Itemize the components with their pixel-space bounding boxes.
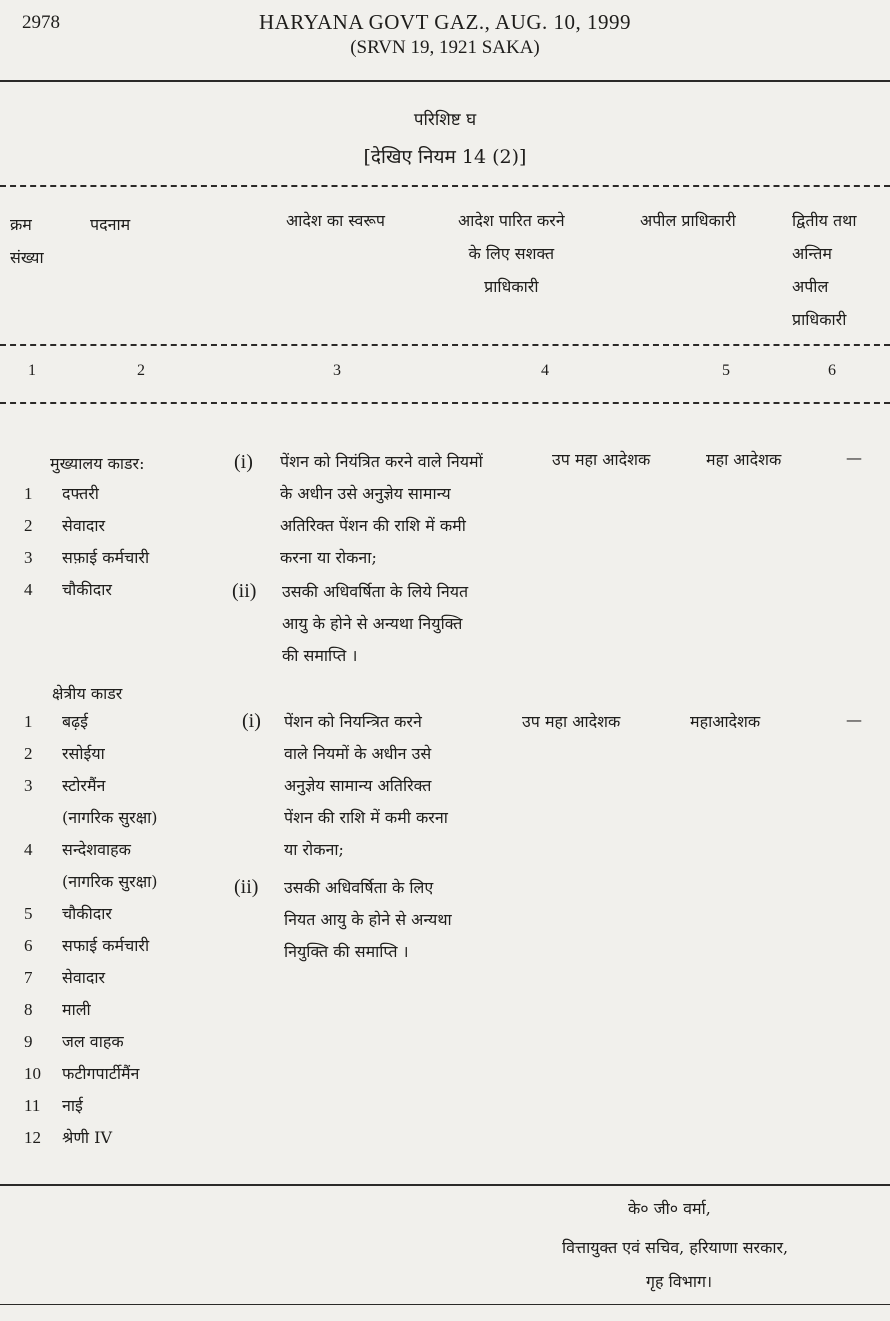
appendix-reference: [देखिए नियम 14 (2)] xyxy=(363,146,527,168)
list-item: 12 श्रेणी IV xyxy=(24,1128,113,1147)
regional-order-i-text: पेंशन को नियन्त्रित करने वाले नियमों के अधीन उसे अनुज्ञेय सामान्य अतिरिक्त पेंशन की राशि में कमी करना या रोकना; xyxy=(284,712,448,859)
list-item: (नागरिक सुरक्षा) xyxy=(62,808,158,827)
list-item: 4 सन्देशवाहक xyxy=(24,840,131,859)
signatory-designation: वित्तायुक्त एवं सचिव, हरियाणा सरकार, xyxy=(562,1238,789,1257)
header-appellate-authority: अपील प्राधिकारी xyxy=(640,211,736,230)
regional-order-i-label: (i) xyxy=(242,710,261,732)
list-item: 11 नाई xyxy=(24,1096,83,1115)
list-item: 9 जल वाहक xyxy=(24,1032,124,1051)
header-competent-authority: आदेश पारित करने के लिए सशक्त प्राधिकारी xyxy=(458,211,565,296)
page-bottom-rule xyxy=(0,1304,890,1305)
header-final-appellate: द्वितीय तथा अन्तिम अपील प्राधिकारी xyxy=(792,211,857,329)
column-number-1: 1 xyxy=(28,362,36,379)
hq-order-ii-text: उसकी अधिवर्षिता के लिये नियत आयु के होने से अन्यथा नियुक्ति की समाप्ति । xyxy=(282,582,469,665)
hq-order-i-label: (i) xyxy=(234,451,253,473)
regional-cadre-post-list xyxy=(24,706,158,1154)
regional-order-ii-label: (ii) xyxy=(234,876,259,898)
header-rule-bottom xyxy=(0,344,890,346)
hq-cadre-heading: मुख्यालय काडर: xyxy=(50,454,145,473)
hq-competent-authority: उप महा आदेशक xyxy=(552,450,651,469)
header-rule-top xyxy=(0,185,890,187)
list-item: 7 सेवादार xyxy=(24,968,106,987)
list-item: 2 सेवादार xyxy=(24,516,106,535)
list-item: 3 सफ़ाई कर्मचारी xyxy=(24,548,150,567)
gazette-date-saka: (SRVN 19, 1921 SAKA) xyxy=(350,37,540,58)
hq-cadre-post-list xyxy=(24,478,149,606)
top-rule xyxy=(0,80,890,82)
hq-order-ii-label: (ii) xyxy=(232,580,257,602)
column-number-3: 3 xyxy=(333,362,341,379)
column-number-2: 2 xyxy=(137,362,145,379)
signatory-name: के० जी० वर्मा, xyxy=(628,1199,711,1218)
list-item: 6 सफाई कर्मचारी xyxy=(24,936,150,955)
regional-competent-authority: उप महा आदेशक xyxy=(522,712,621,731)
regional-appellate-authority: महाआदेशक xyxy=(690,712,761,731)
header-designation: पदनाम xyxy=(90,215,131,234)
table-bottom-rule xyxy=(0,1184,890,1186)
list-item: 4 चौकीदार xyxy=(24,580,112,599)
header-order-nature: आदेश का स्वरूप xyxy=(286,211,385,230)
hq-final-appellate: — xyxy=(846,448,862,467)
list-item: 2 रसोईया xyxy=(24,744,105,763)
column-number-6: 6 xyxy=(828,362,836,379)
regional-cadre-heading: क्षेत्रीय काडर xyxy=(52,684,123,703)
header-serial: क्रम संख्या xyxy=(10,215,44,267)
list-item: 5 चौकीदार xyxy=(24,904,112,923)
column-numbers-rule xyxy=(0,402,890,404)
list-item: 3 स्टोरमैंन xyxy=(24,776,106,795)
regional-order-ii-text: उसकी अधिवर्षिता के लिए नियत आयु के होने से अन्यथा नियुक्ति की समाप्ति । xyxy=(284,878,452,961)
list-item: 1 दफ्तरी xyxy=(24,484,99,503)
list-item: 1 बढ़ई xyxy=(24,712,89,731)
list-item: 8 माली xyxy=(24,1000,91,1019)
hq-order-i-text: पेंशन को नियंत्रित करने वाले नियमों के अधीन उसे अनुज्ञेय सामान्य अतिरिक्त पेंशन की राशि में कमी करना या रोकना; xyxy=(280,452,483,567)
list-item: (नागरिक सुरक्षा) xyxy=(62,872,158,891)
page-number: 2978 xyxy=(22,12,60,33)
appendix-title: परिशिष्ट घ xyxy=(413,110,477,130)
column-number-4: 4 xyxy=(541,362,549,379)
hq-appellate-authority: महा आदेशक xyxy=(706,450,782,469)
signatory-department: गृह विभाग। xyxy=(646,1272,713,1291)
gazette-title: HARYANA GOVT GAZ., AUG. 10, 1999 xyxy=(258,10,632,34)
regional-final-appellate: — xyxy=(846,710,862,729)
column-number-5: 5 xyxy=(722,362,730,379)
list-item: 10 फटीगपार्टीमैंन xyxy=(24,1064,140,1083)
